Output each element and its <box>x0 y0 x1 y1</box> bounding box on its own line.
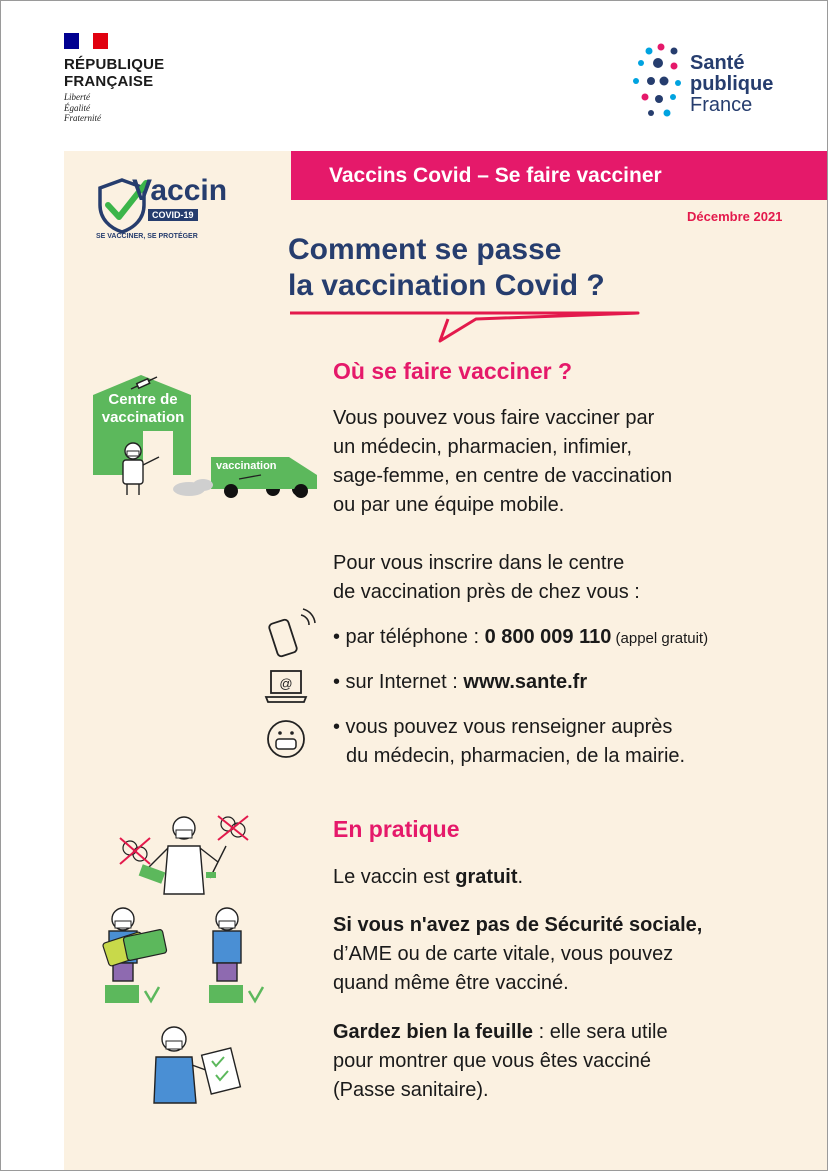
covid-badge: COVID-19 <box>148 209 198 221</box>
bullet-internet <box>333 668 587 697</box>
publication-date: Décembre 2021 <box>687 209 783 224</box>
register-line-1: Pour vous inscrire dans le centre <box>333 552 625 574</box>
section-where-heading: Où se faire vacciner ? <box>333 358 573 384</box>
republic-line-1: RÉPUBLIQUE <box>64 56 165 73</box>
speech-bubble-underline <box>290 309 642 345</box>
banner-title: Vaccins Covid – Se faire vacciner <box>291 151 827 200</box>
sheet-line-1-rest: : elle sera utile <box>533 1021 668 1043</box>
agency-line-1: Santé <box>690 52 745 74</box>
republic-motto <box>64 92 164 124</box>
motto-fraternite: Fraternité <box>64 113 101 123</box>
section-where-intro <box>333 404 672 520</box>
social-bold: Si vous n'avez pas de Sécurité sociale, <box>333 914 703 936</box>
sheet-line-2: pour montrer que vous êtes vacciné <box>333 1050 651 1072</box>
motto-liberte: Liberté <box>64 92 90 102</box>
info-line-2: du médecin, pharmacien, de la mairie. <box>346 745 686 767</box>
vaccin-tagline: SE VACCINER, SE PROTÉGER <box>96 233 198 240</box>
doctor-free-illustration <box>106 806 256 901</box>
van-label: vaccination <box>216 460 277 472</box>
keep-sheet-statement <box>333 1018 668 1105</box>
masked-face-icon <box>265 718 307 760</box>
vaccination-certificate-illustration <box>146 1021 246 1106</box>
republic-name <box>64 56 164 90</box>
vaccin-word: Vaccin <box>132 174 228 207</box>
phone-number: 0 800 009 110 <box>484 626 612 648</box>
bullet-phone <box>333 623 708 653</box>
section-where-register <box>333 549 640 607</box>
center-label-line-1: Centre de <box>108 391 178 408</box>
center-label <box>93 391 193 427</box>
free-statement <box>333 863 523 892</box>
motto-egalite: Égalité <box>64 102 90 113</box>
agency-line-3: France <box>690 94 753 116</box>
bullet-info <box>333 713 685 771</box>
social-line-2: d’AME ou de carte vitale, vous pouvez <box>333 943 674 965</box>
intro-line-4: ou par une équipe mobile. <box>333 494 565 516</box>
network-dots-icon <box>631 41 689 126</box>
internet-prefix: • sur Internet : <box>333 671 464 693</box>
info-line-1: • vous pouvez vous renseigner auprès <box>333 716 673 738</box>
republic-line-2: FRANÇAISE <box>64 73 154 90</box>
center-label-line-2: vaccination <box>101 409 185 426</box>
no-social-security-illustration <box>101 903 271 1008</box>
phone-prefix: • par téléphone : <box>333 626 485 648</box>
intro-line-1: Vous pouvez vous faire vacciner par <box>333 407 655 429</box>
intro-line-3: sage-femme, en centre de vaccination <box>333 465 673 487</box>
free-prefix: Le vaccin est <box>333 866 456 888</box>
section-practice-heading: En pratique <box>333 816 460 842</box>
sheet-line-3: (Passe sanitaire). <box>333 1079 489 1101</box>
republique-francaise-logo <box>64 33 164 124</box>
agency-name <box>690 53 773 116</box>
social-line-3: quand même être vacciné. <box>333 972 569 994</box>
french-flag-icon <box>64 33 108 49</box>
free-bold: gratuit <box>455 866 518 888</box>
phone-note: (appel gratuit) <box>611 630 709 647</box>
free-suffix: . <box>517 866 524 888</box>
title-line-1: Comment se passe <box>288 233 562 266</box>
register-line-2: de vaccination près de chez vous : <box>333 581 640 603</box>
vaccin-covid-logo <box>96 171 228 249</box>
page-title <box>288 232 605 304</box>
phone-icon <box>267 607 319 659</box>
laptop-icon <box>264 669 308 705</box>
social-security-statement <box>333 911 702 998</box>
title-line-2: la vaccination Covid ? <box>288 269 605 302</box>
svg-text:@: @ <box>279 676 293 691</box>
internet-site: www.sante.fr <box>463 671 588 693</box>
agency-line-2: publique <box>690 73 774 95</box>
sheet-bold: Gardez bien la feuille <box>333 1021 534 1043</box>
intro-line-2: un médecin, pharmacien, infimier, <box>333 436 633 458</box>
